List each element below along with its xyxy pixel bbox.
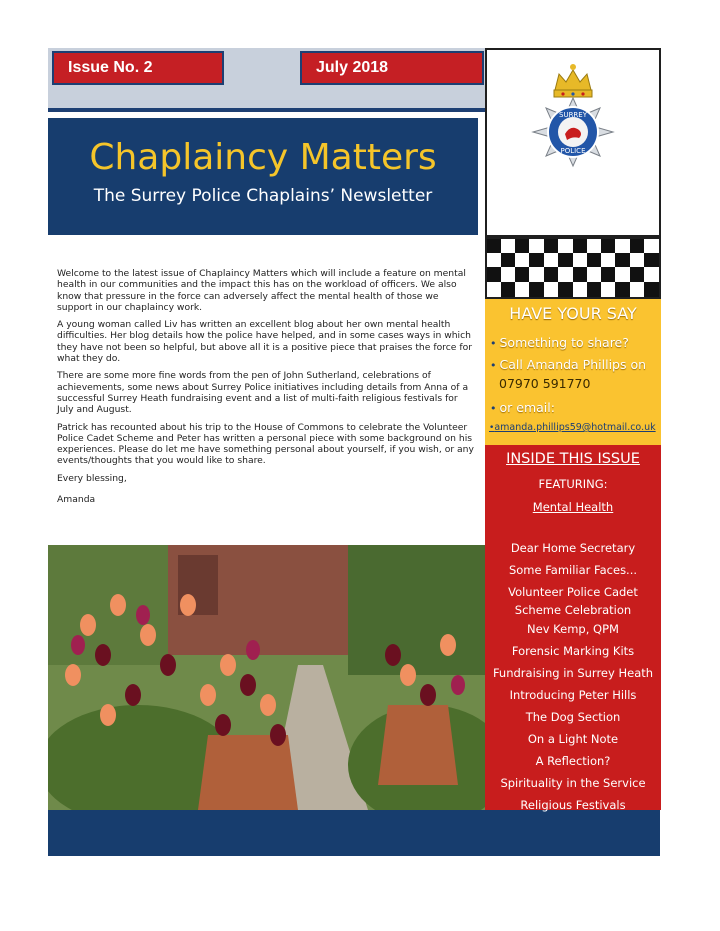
- logo-top-text: SURREY: [559, 111, 587, 119]
- contents-item[interactable]: The Dog Section: [525, 710, 621, 724]
- bullet-icon: •: [490, 359, 497, 372]
- crown-icon: [554, 64, 592, 97]
- signature: Amanda: [57, 494, 96, 506]
- bullet-icon: •: [490, 337, 497, 350]
- feature-mental-health[interactable]: Mental Health: [532, 500, 614, 514]
- contents-item[interactable]: Scheme Celebration: [514, 603, 632, 617]
- police-badge-icon: [487, 50, 659, 235]
- contents-item[interactable]: On a Light Note: [527, 732, 619, 746]
- inside-title: INSIDE THIS ISSUE: [506, 451, 640, 467]
- surrey-police-logo: [485, 48, 661, 237]
- intro-paragraph: A young woman called Liv has written an excellent blog about her own mental health difficulties. Her blog details how the police have helped, and in some cases ways in which they have not been so helpful, but above all it is a positive piece that praises the force for what they do.: [57, 319, 473, 365]
- contents-item[interactable]: Volunteer Police Cadet: [508, 585, 638, 599]
- closing-line: Every blessing,: [57, 472, 127, 484]
- say-item-share: • Something to share?: [490, 335, 629, 350]
- sillitoe-tartan-pattern: [487, 239, 659, 297]
- email-link[interactable]: •amanda.phillips59@hotmail.co.uk: [489, 422, 656, 433]
- header-rule: [48, 108, 486, 112]
- say-item-email: • or email:: [490, 400, 555, 415]
- newsletter-title: Chaplaincy Matters: [89, 137, 437, 178]
- intro-article: [57, 268, 475, 511]
- phone-number: 07970 591770: [499, 376, 591, 391]
- newsletter-subtitle: The Surrey Police Chaplains’ Newsletter: [93, 186, 433, 206]
- have-your-say-box: [485, 299, 661, 445]
- issue-date: July 2018: [300, 51, 484, 85]
- contents-item[interactable]: Fundraising in Surrey Heath: [492, 666, 654, 680]
- tulip-garden-photo: [48, 545, 486, 810]
- masthead: [48, 118, 478, 235]
- tulip-illustration: [48, 545, 486, 810]
- contents-item[interactable]: Introducing Peter Hills: [509, 688, 637, 702]
- contents-item[interactable]: Spirituality in the Service: [500, 776, 646, 790]
- contents-item[interactable]: Dear Home Secretary: [510, 541, 636, 555]
- inside-this-issue: [485, 445, 661, 810]
- intro-paragraph: Welcome to the latest issue of Chaplaincy Matters which will include a feature on mental health in our communities and the impact this has on the workload of officers. We also know that pressure in the force can adversely affect the mental health of those we support in our chaplaincy work.: [57, 268, 466, 313]
- issue-number: Issue No. 2: [52, 51, 224, 85]
- intro-paragraph: Patrick has recounted about his trip to the House of Commons to celebrate the Volunteer Police Cadet Scheme and Peter has written a personal piece with some background on his experiences. Please do let me have something personal about yourself, if you wish, or any events/thoughts that you would like to share.: [57, 421, 474, 467]
- intro-paragraph: There are some more fine words from the pen of John Sutherland, celebrations of achievements, some news about Surrey Police initiatives including details from Anna of a successful Surrey Heath fundraising event and a list of multi-faith religious festivals for July and August.: [57, 370, 469, 416]
- contents-item[interactable]: Some Familiar Faces...: [508, 563, 638, 577]
- contents-item[interactable]: A Reflection?: [535, 754, 611, 768]
- contents-item[interactable]: Religious Festivals: [520, 798, 626, 812]
- checkered-band: [485, 237, 661, 299]
- featuring-label: FEATURING:: [538, 477, 608, 491]
- have-your-say-title: HAVE YOUR SAY: [509, 304, 637, 323]
- contents-item[interactable]: Nev Kemp, QPM: [527, 622, 619, 636]
- footer-band: [48, 810, 660, 856]
- bullet-icon: •: [490, 402, 497, 415]
- logo-bottom-text: POLICE: [560, 147, 586, 155]
- bullet-icon: •: [489, 423, 495, 433]
- say-item-call: • Call Amanda Phillips on: [490, 357, 647, 372]
- contents-item[interactable]: Forensic Marking Kits: [511, 644, 635, 658]
